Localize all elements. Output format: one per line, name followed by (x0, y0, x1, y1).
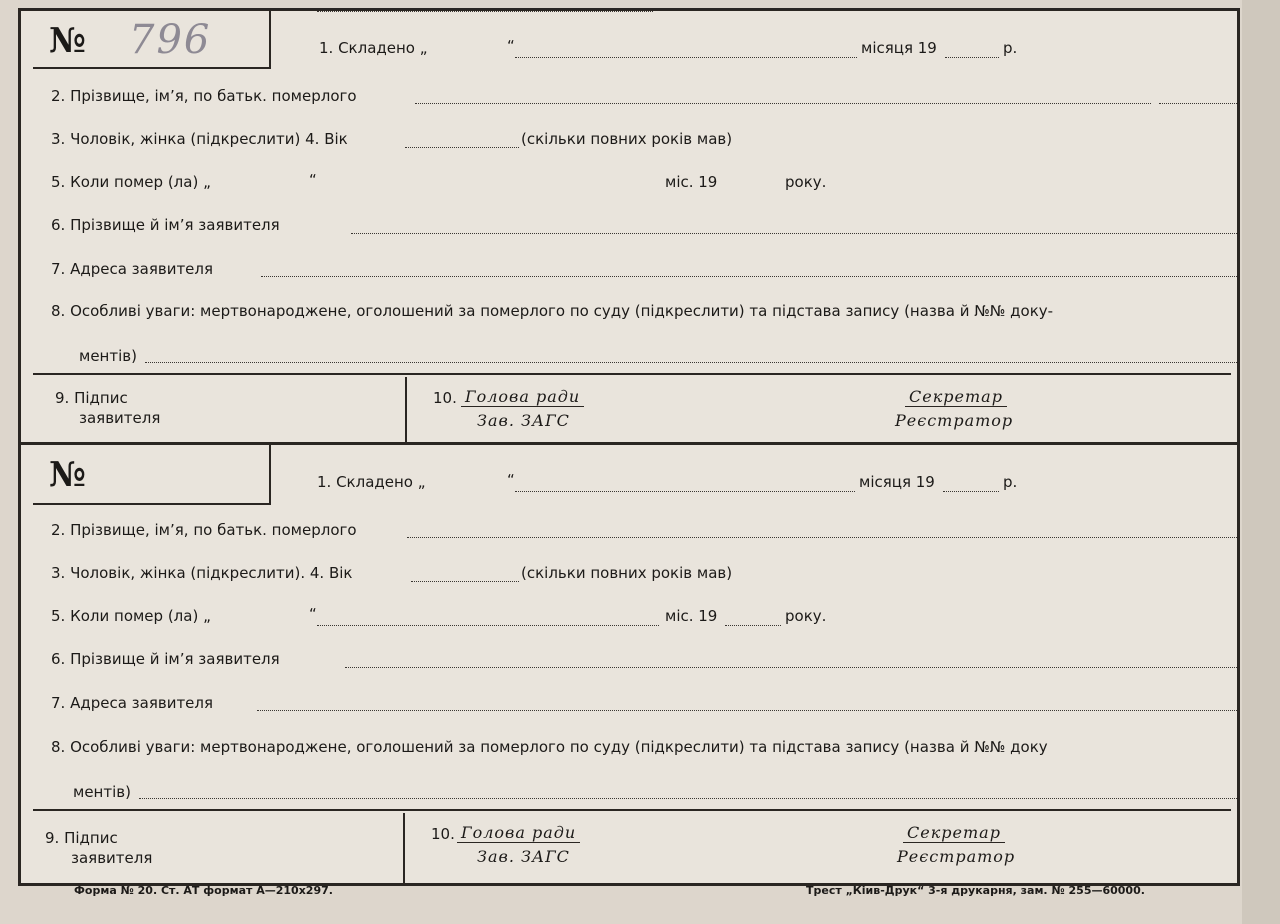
field-1-label: 1. Складено „ (317, 473, 426, 491)
field-1-month: місяця 19 (859, 473, 935, 491)
field-7-line[interactable] (257, 710, 1237, 711)
field-2-line[interactable] (415, 103, 1151, 104)
head-subtitle: Зав. ЗАГС (477, 411, 570, 430)
field-5-year-line[interactable] (725, 625, 781, 626)
field-1-quote: “ (507, 37, 515, 55)
field-6-line[interactable] (345, 667, 1237, 668)
signature-row-border (33, 809, 1231, 811)
field-3-label: 3. Чоловік, жінка (підкреслити). 4. Вік (51, 564, 353, 582)
field-1-suffix: р. (1003, 39, 1018, 57)
field-7-label: 7. Адреса заявителя (51, 260, 214, 278)
field-5-suffix: року. (785, 607, 827, 625)
field-5-quote: “ (309, 605, 317, 623)
field-8-line[interactable] (145, 362, 1237, 363)
field-8-line[interactable] (139, 798, 1237, 799)
field-1-date-line[interactable] (515, 491, 855, 492)
field-1-suffix: р. (1003, 473, 1018, 491)
sig-label-line2: заявителя (79, 409, 161, 427)
field-5-date-line[interactable] (317, 11, 653, 12)
sig-label-line2: заявителя (71, 849, 153, 867)
field-4-age-line[interactable] (405, 147, 519, 148)
signature-divider (405, 377, 407, 443)
field-1-month: місяця 19 (861, 39, 937, 57)
field-8-label: 8. Особливі уваги: мертвонароджене, оголошений за померлого по суду (підкреслити) та підстава запису (назва й №№ доку- (51, 302, 1054, 320)
field-3-label: 3. Чоловік, жінка (підкреслити) 4. Вік (51, 130, 348, 148)
field-7-label: 7. Адреса заявителя (51, 694, 214, 712)
field-5-label: 5. Коли помер (ла) „ (51, 607, 211, 625)
signature-row-border (33, 373, 1231, 375)
field-1-year-line[interactable] (943, 491, 999, 492)
printer-footer: Трест „Кіив-Друк“ 3-я друкарня, зам. № 255—60000. (806, 884, 1145, 897)
secretary-title: Секретар (903, 823, 1005, 843)
field-5-date-line[interactable] (317, 625, 659, 626)
sig-label-line1: 9. Підпис (55, 389, 128, 407)
number-sign: № (49, 21, 86, 61)
field-3-suffix: (скільки повних років мав) (521, 130, 733, 148)
field-5-quote: “ (309, 171, 317, 189)
field-6-label: 6. Прізвище й ім’я заявителя (51, 216, 280, 234)
field-2-label: 2. Прізвище, ім’я, по батьк. померлого (51, 521, 357, 539)
number-sign: № (49, 455, 86, 495)
field-2-label: 2. Прізвище, ім’я, по батьк. померлого (51, 87, 357, 105)
handwritten-record-number: 796 (129, 17, 212, 63)
field-8-continuation: ментів) (73, 783, 131, 801)
field-2-line-end[interactable] (1159, 103, 1237, 104)
field-1-year-line[interactable] (945, 57, 999, 58)
field-6-label: 6. Прізвище й ім’я заявителя (51, 650, 280, 668)
head-number: 10. (431, 825, 455, 843)
field-2-line[interactable] (407, 537, 1237, 538)
field-8-continuation: ментів) (79, 347, 137, 365)
adjacent-page-edge (1242, 0, 1280, 924)
record-section-2 (21, 445, 1237, 885)
field-1-label: 1. Складено „ (319, 39, 428, 57)
head-title: Голова ради (461, 387, 584, 407)
death-registration-form (18, 8, 1240, 886)
record-number-box (33, 445, 271, 505)
field-3-suffix: (скільки повних років мав) (521, 564, 733, 582)
field-1-quote: “ (507, 471, 515, 489)
record-number-box (33, 11, 271, 69)
secretary-title: Секретар (905, 387, 1007, 407)
field-4-age-line[interactable] (411, 581, 519, 582)
field-5-suffix: року. (785, 173, 827, 191)
field-6-line[interactable] (351, 233, 1237, 234)
field-8-label: 8. Особливі уваги: мертвонароджене, оголошений за померлого по суду (підкреслити) та підстава запису (назва й №№ доку (51, 738, 1048, 756)
field-5-label: 5. Коли помер (ла) „ (51, 173, 211, 191)
head-title: Голова ради (457, 823, 580, 843)
field-5-month: міс. 19 (665, 607, 718, 625)
registrar-subtitle: Реєстратор (897, 847, 1016, 866)
head-subtitle: Зав. ЗАГС (477, 847, 570, 866)
field-1-date-line[interactable] (515, 57, 857, 58)
record-section-1 (21, 11, 1237, 443)
sig-label-line1: 9. Підпис (45, 829, 118, 847)
signature-divider (403, 813, 405, 883)
form-id-footer: Форма № 20. Ст. АТ формат А—210х297. (74, 884, 333, 897)
head-number: 10. (433, 389, 457, 407)
field-5-month: міс. 19 (665, 173, 718, 191)
registrar-subtitle: Реєстратор (895, 411, 1014, 430)
field-7-line[interactable] (261, 276, 1237, 277)
